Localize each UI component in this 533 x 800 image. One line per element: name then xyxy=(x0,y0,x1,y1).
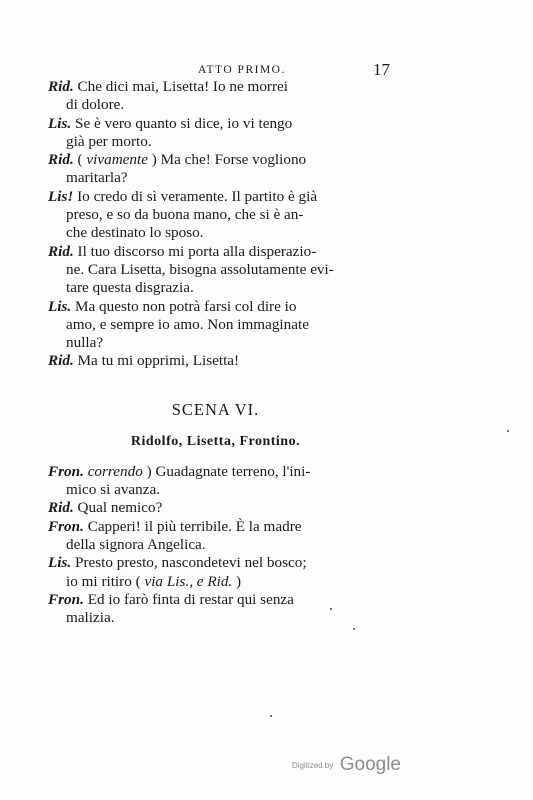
line-text: Il tuo discorso mi porta alla disperazio- xyxy=(73,242,317,260)
dialogue-continuation xyxy=(48,169,383,187)
dialogue-line xyxy=(48,554,383,572)
speaker-name: Rid. xyxy=(48,242,74,260)
page-number: 17 xyxy=(373,60,390,79)
play-text xyxy=(48,78,383,627)
dialogue-continuation xyxy=(48,206,383,224)
line-text: preso, e so da buona mano, che si è an- xyxy=(66,206,304,224)
dialogue-continuation xyxy=(48,279,383,297)
dialogue-line xyxy=(48,78,383,96)
line-text: io mi ritiro ( xyxy=(66,572,145,590)
line-text-after: ) Guadagnate terreno, l'ini- xyxy=(142,462,311,480)
dialogue-line xyxy=(48,298,383,316)
dialogue-line xyxy=(48,463,383,481)
google-logo: Google xyxy=(339,754,401,775)
dialogue-continuation xyxy=(48,573,383,591)
line-text: Ma questo non potrà farsi col dire io xyxy=(71,297,297,315)
dialogue-line xyxy=(48,243,383,261)
dialogue-line xyxy=(48,352,383,370)
line-text-after: ) Ma che! Forse vogliono xyxy=(147,151,307,169)
speaker-name: Rid. xyxy=(48,499,74,517)
running-title: ATTO PRIMO. xyxy=(198,64,286,76)
line-text-after: ) xyxy=(232,572,242,590)
scene-characters: Ridolfo, Lisetta, Frontino. xyxy=(130,433,301,449)
dialogue-continuation xyxy=(48,334,383,352)
dialogue-continuation xyxy=(48,133,383,151)
line-text: Qual nemico? xyxy=(73,499,163,517)
dialogue-before-scene xyxy=(48,78,383,371)
speaker-name: Fron. xyxy=(48,590,84,608)
dialogue-line xyxy=(48,591,383,609)
speaker-name: Rid. xyxy=(48,78,74,95)
dialogue-continuation xyxy=(48,481,383,499)
line-text: malizia. xyxy=(66,609,115,627)
speaker-name: Lis. xyxy=(48,554,72,572)
dialogue-line xyxy=(48,151,383,169)
speaker-name: Rid. xyxy=(48,151,74,169)
speaker-name: Fron. xyxy=(48,462,84,480)
line-text: Che dici mai, Lisetta! Io ne morrei xyxy=(73,78,288,95)
line-text: nulla? xyxy=(66,334,104,352)
line-text: Se è vero quanto si dice, io vi tengo xyxy=(71,114,293,132)
dialogue-line xyxy=(48,115,383,133)
stage-direction: vivamente xyxy=(86,151,148,169)
print-speck xyxy=(270,715,272,717)
dialogue-continuation xyxy=(48,536,383,554)
scene-title: SCENA VI. xyxy=(171,399,260,419)
dialogue-continuation xyxy=(48,609,383,627)
line-text: mico si avanza. xyxy=(66,481,161,499)
digitized-watermark xyxy=(292,754,401,776)
dialogue-after-scene xyxy=(48,463,383,628)
stage-direction: via Lis., e Rid. xyxy=(144,572,233,590)
print-speck xyxy=(330,608,332,610)
watermark-prefix: Digitized by xyxy=(291,760,334,770)
line-text: amo, e sempre io amo. Non immaginate xyxy=(66,315,309,333)
line-text: Ma tu mi opprimi, Lisetta! xyxy=(73,352,240,370)
line-text: che destinato lo sposo. xyxy=(66,224,204,242)
line-text: Io credo di sì veramente. Il partito è già xyxy=(73,187,318,205)
line-text: Ed io farò finta di restar qui senza xyxy=(83,590,294,608)
dialogue-line xyxy=(48,499,383,517)
speaker-name: Fron. xyxy=(48,517,84,535)
dialogue-line xyxy=(48,518,383,536)
dialogue-continuation xyxy=(48,96,383,114)
dialogue-line xyxy=(48,188,383,206)
print-speck xyxy=(507,430,509,432)
line-text: Capperi! il più terribile. È la madre xyxy=(83,517,302,535)
dialogue-continuation xyxy=(48,261,383,279)
speaker-name: Lis. xyxy=(48,297,72,315)
stage-direction: correndo xyxy=(87,462,143,480)
speaker-name: Lis! xyxy=(48,187,74,205)
speaker-name: Lis. xyxy=(48,114,72,132)
dialogue-continuation xyxy=(48,316,383,334)
speaker-name: Rid. xyxy=(48,352,74,370)
line-text: tare questa disgrazia. xyxy=(66,279,194,297)
line-text: Presto presto, nascondetevi nel bosco; xyxy=(71,554,307,572)
line-text: maritarla? xyxy=(66,169,128,187)
dialogue-continuation xyxy=(48,224,383,242)
print-speck xyxy=(353,628,355,630)
line-text: ne. Cara Lisetta, bisogna assolutamente evi- xyxy=(66,260,334,278)
line-text: ( xyxy=(73,151,87,169)
line-text: della signora Angelica. xyxy=(66,535,206,553)
line-text: di dolore. xyxy=(66,96,125,114)
line-text: già per morto. xyxy=(66,132,152,150)
